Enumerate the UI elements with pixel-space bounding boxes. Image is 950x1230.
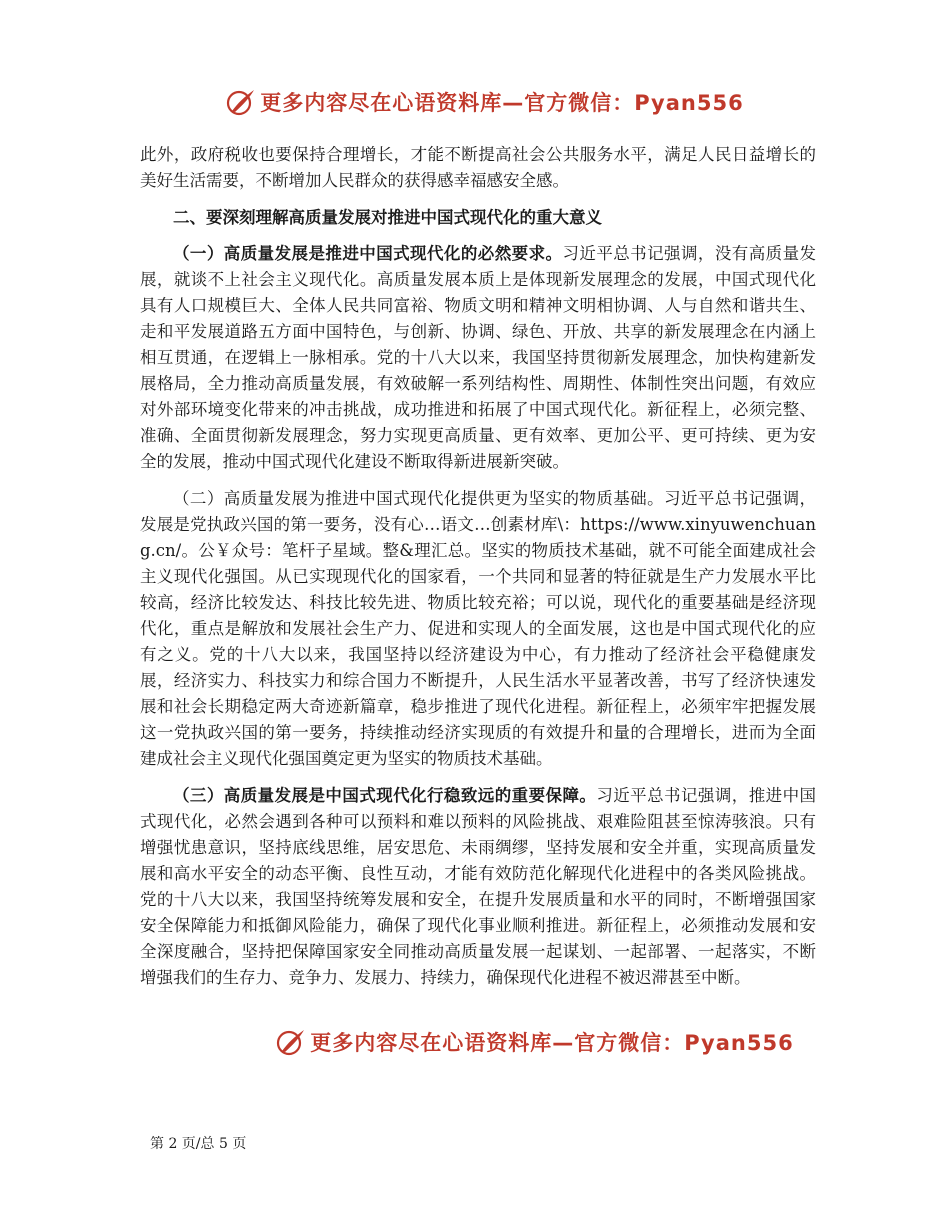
document-body	[140, 142, 816, 1002]
paragraph-three-lead: （三）高质量发展是中国式现代化行稳致远的重要保障。	[173, 786, 597, 805]
banner-text: 更多内容尽在心语资料库—官方微信：Pyan556	[310, 1031, 794, 1055]
quill-logo-icon	[276, 1027, 306, 1057]
page-number: 第 2 页/总 5 页	[150, 1136, 247, 1152]
paragraph-three-body: 习近平总书记强调，推进中国式现代化，必然会遇到各种可以预料和难以预料的风险挑战、艰难险阻甚至惊涛骇浪。只有增强忧患意识，坚持底线思维，居安思危、未雨绸缪，坚持发展和安全并重，实现高质量发展和高水平安全的动态平衡、良性互动，才能有效防范化解现代化进程中的各类风险挑战。党的十八大以来，我国坚持统筹发展和安全，在提升发展质量和水平的同时，不断增强国家安全保障能力和抵御风险能力，确保了现代化事业顺利推进。新征程上，必须推动发展和安全深度融合，坚持把保障国家安全同推动高质量发展一起谋划、一起部署、一起落实，不断增强我们的生存力、竞争力、发展力、持续力，确保现代化进程不被迟滞甚至中断。	[140, 786, 817, 987]
intro-paragraph: 此外，政府税收也要保持合理增长，才能不断提高社会公共服务水平，满足人民日益增长的美好生活需要，不断增加人民群众的获得感幸福感安全感。	[140, 145, 816, 190]
section-heading: 二、要深刻理解高质量发展对推进中国式现代化的重大意义	[173, 208, 602, 227]
footer-watermark-banner	[0, 1025, 950, 1059]
paragraph-one-body: 习近平总书记强调，没有高质量发展，就谈不上社会主义现代化。高质量发展本质上是体现新发展理念的发展，中国式现代化具有人口规模巨大、全体人民共同富裕、物质文明和精神文明相协调、人与自然和谐共生、走和平发展道路五方面中国特色，与创新、协调、绿色、开放、共享的新发展理念在内涵上相互贯通，在逻辑上一脉相承。党的十八大以来，我国坚持贯彻新发展理念，加快构建新发展格局，全力推动高质量发展，有效破解一系列结构性、周期性、体制性突出问题，有效应对外部环境变化带来的冲击挑战，成功推进和拓展了中国式现代化。新征程上，必须完整、准确、全面贯彻新发展理念，努力实现更高质量、更有效率、更加公平、更可持续、更为安全的发展，推动中国式现代化建设不断取得新进展新突破。	[140, 244, 817, 471]
paragraph-one-lead: （一）高质量发展是推进中国式现代化的必然要求。	[173, 244, 563, 263]
banner-text: 更多内容尽在心语资料库—官方微信：Pyan556	[260, 91, 744, 115]
paragraph-three	[140, 783, 816, 991]
paragraph-one	[140, 241, 816, 475]
header-watermark-banner	[0, 85, 950, 119]
quill-logo-icon	[226, 87, 256, 117]
paragraph-two: （二）高质量发展为推进中国式现代化提供更为坚实的物质基础。习近平总书记强调，发展是党执政兴国的第一要务，没有心…语文…创素材库\：https://www.xinyuwenchuang.cn/。公￥众号：笔杆子星域。整&理汇总。坚实的物质技术基础，就不可能全面建成社会主义现代化强国。从已实现现代化的国家看，一个共同和显著的特征就是生产力发展水平比较高，经济比较发达、科技比较先进、物质比较充裕；可以说，现代化的重要基础是经济现代化，重点是解放和发展社会生产力、促进和实现人的全面发展，这也是中国式现代化的应有之义。党的十八大以来，我国坚持以经济建设为中心，有力推动了经济社会平稳健康发展，经济实力、科技实力和综合国力不断提升，人民生活水平显著改善，书写了经济快速发展和社会长期稳定两大奇迹新篇章，稳步推进了现代化进程。新征程上，必须牢牢把握发展这一党执政兴国的第一要务，持续推动经济实现质的有效提升和量的合理增长，进而为全面建成社会主义现代化强国奠定更为坚实的物质技术基础。	[140, 489, 816, 768]
